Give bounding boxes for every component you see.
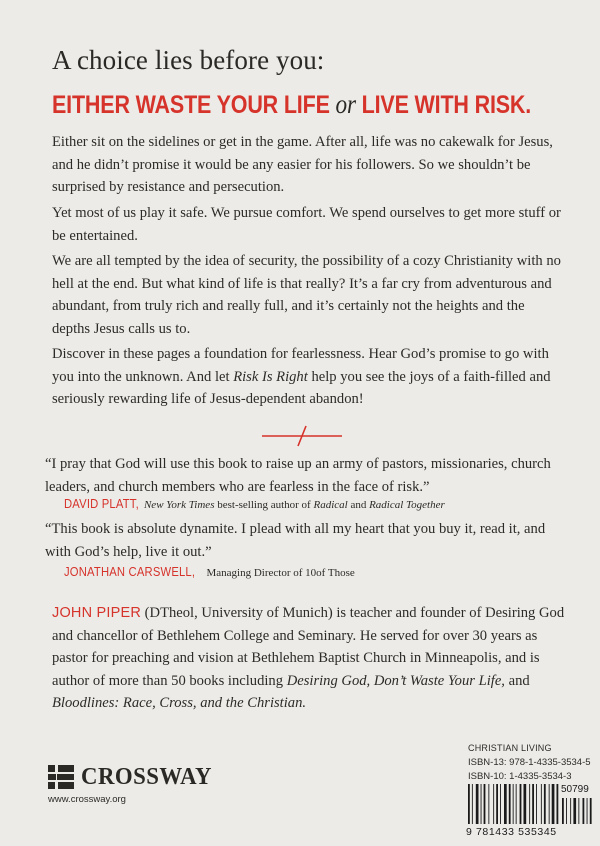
- subhead-part1: EITHER WASTE YOUR LIFE: [52, 91, 330, 119]
- endorser-book-1: Radical: [313, 499, 348, 511]
- subhead: [52, 87, 531, 122]
- author-book-bloodlines: Bloodlines: Race, Cross, and the Christian.: [52, 695, 307, 712]
- paragraph-1: Either sit on the sidelines or get in the game. After all, life was no cakewalk for Jesus, and he didn’t promise it would be any easier for his followers. So we shouldn’t be surprised by resistance and persecution.: [52, 134, 553, 196]
- author-bio: [52, 602, 567, 715]
- author-name: JOHN PIPER: [52, 605, 142, 621]
- endorser-desc: Managing Director of 10of Those: [203, 567, 355, 579]
- paragraph-4-text-b: help you see the joys of a faith-filled and seriously rewarding life of Jesus-dependent abandon!: [52, 368, 551, 408]
- category-label: CHRISTIAN LIVING: [468, 743, 552, 753]
- headline: A choice lies before you:: [52, 45, 325, 75]
- divider-ornament: [262, 421, 342, 451]
- author-bio-and: and: [504, 672, 530, 689]
- price-code: 50799: [561, 784, 589, 795]
- endorser-desc: best-selling author of: [214, 499, 314, 511]
- author-bio-text: (DTheol, University of Munich) is teacher and founder of Desiring God and chancellor of Bethlehem College and Seminary. He served for over 30 years as pastor for preaching and vision at Bethlehem Baptist Church in Minneapolis, and is author of more than 50 books including: [52, 605, 565, 689]
- publisher-logo: [48, 764, 219, 790]
- endorser-name: DAVID PLATT,: [64, 497, 139, 511]
- endorsement-quote-2: “This book is absolute dynamite. I plead with all my heart that you buy it, read it, and with God’s help, live it out.”: [45, 521, 546, 560]
- paragraph-3: We are all tempted by the idea of security, the possibility of a cozy Christianity with no hell at the end. But what kind of life is that really? It’s a far cry from adventurous and abundant, from truly rich and really full, and it’s certainly not the heights and the depths Jesus calls us to.: [52, 253, 561, 337]
- endorser-source: New York Times: [143, 499, 215, 511]
- crossway-mark-icon: [48, 765, 74, 789]
- publisher-name: CROSSWAY: [81, 763, 212, 790]
- subhead-or: or: [335, 89, 356, 119]
- endorser-and: and: [347, 499, 370, 511]
- ean-number: 9 781433 535345: [466, 826, 557, 838]
- subhead-part2: LIVE WITH RISK.: [361, 91, 532, 119]
- paragraph-4: [52, 343, 562, 411]
- publisher-website: www.crossway.org: [48, 794, 126, 805]
- isbn-10: ISBN-10: 1-4335-3534-3: [468, 771, 572, 782]
- isbn-13: ISBN-13: 978-1-4335-3534-5: [468, 757, 591, 768]
- endorsement-attribution-1: [64, 496, 445, 513]
- endorsement-quote-1: “I pray that God will use this book to raise up an army of pastors, missionaries, church leaders, and church members who are fearless in the face of risk.”: [45, 456, 551, 495]
- author-book-list: Desiring God, Don’t Waste Your Life,: [286, 672, 505, 689]
- endorsement-attribution-2: [64, 564, 355, 581]
- endorser-book-2: Radical Together: [369, 499, 445, 511]
- paragraph-2: Yet most of us play it safe. We pursue comfort. We spend ourselves to get more stuff or be entertained.: [52, 205, 561, 244]
- book-title-risk-is-right: Risk Is Right: [233, 368, 308, 385]
- paragraph-4-text-a: Discover in these pages a foundation for fearlessness. Hear God’s promise to go with you into the unknown. And let: [52, 346, 549, 385]
- endorser-name: JONATHAN CARSWELL,: [64, 565, 196, 579]
